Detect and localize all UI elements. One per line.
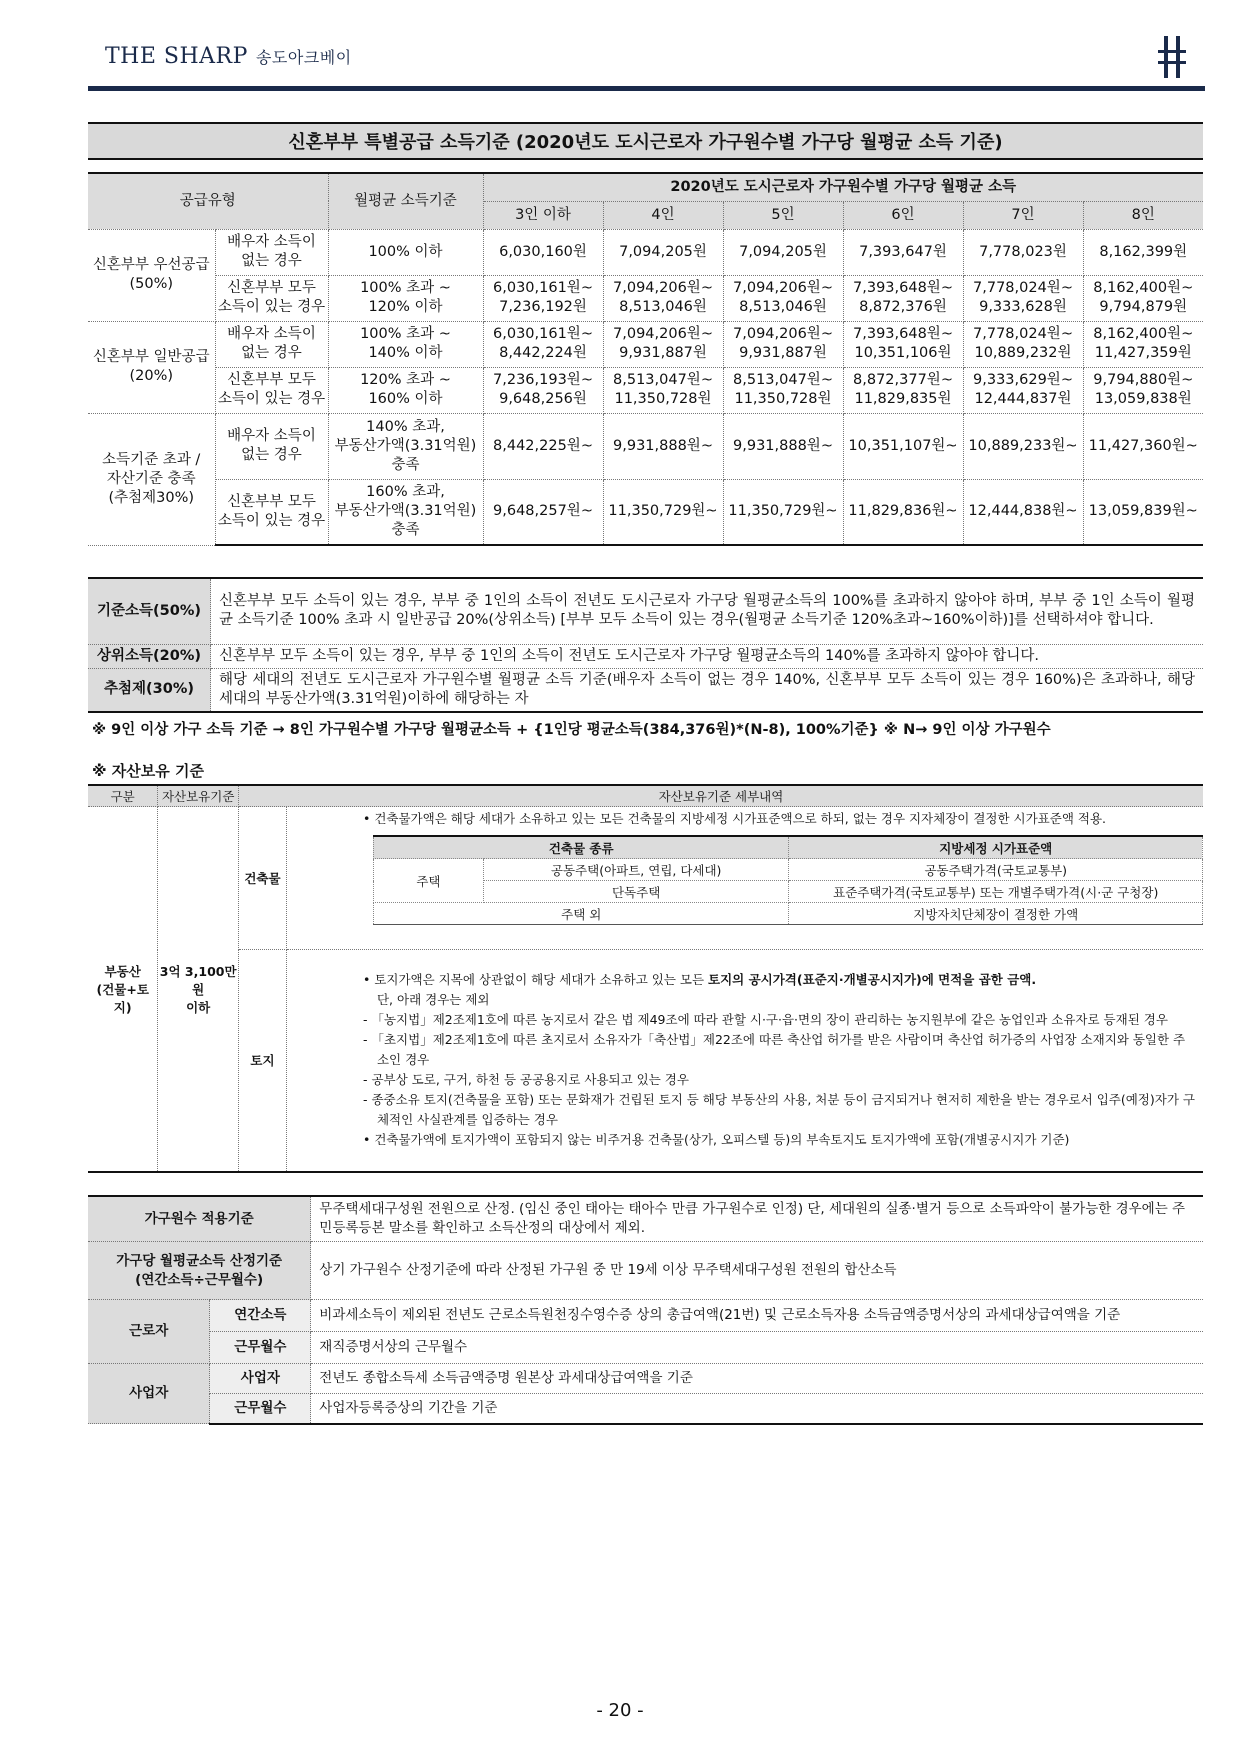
business-income-label: 사업자 [210, 1364, 311, 1394]
cell: 8,162,400원~ 11,427,359원 [1083, 321, 1203, 367]
worker-annual-label: 연간소득 [210, 1300, 311, 1332]
brand-logo [105, 44, 352, 69]
land-line [363, 970, 1197, 990]
row-sub: 배우자 소득이 없는 경우 [215, 229, 328, 275]
building-detail [286, 807, 1203, 950]
row-sub: 배우자 소득이 없는 경우 [215, 413, 328, 479]
row-criteria: 100% 이하 [328, 229, 483, 275]
header-col-7: 7인 [963, 201, 1083, 229]
detached-value: 표준주택가격(국토교통부) 또는 개별주택가격(시·군 구청장) [789, 881, 1203, 903]
cell: 7,094,206원~ 8,513,046원 [603, 275, 723, 321]
row-criteria: 120% 초과 ~ 160% 이하 [328, 367, 483, 413]
note-nine-plus: ※ 9인 이상 가구 소득 기준 → 8인 가구원수별 가구당 월평균소득 + {1인당 평균소득(384,376원)*(N-8), 100%기준} ※ N→ 9인 이상 가구원수 [92, 722, 1051, 738]
business-income-text: 전년도 종합소득세 소득금액증명 원본상 과세대상급여액을 기준 [311, 1364, 1203, 1394]
cell: 9,794,880원~ 13,059,838원 [1083, 367, 1203, 413]
cell: 8,442,225원~ [483, 413, 603, 479]
criteria-text-lottery: 해당 세대의 전년도 도시근로자 가구원수별 월평균 소득 기준(배우자 소득이 없는 경우 140%, 신혼부부 모두 소득이 있는 경우 160%)은 초과하나, 해당 세대의 부동산가액(3.31억원)이하에 해당하는 자 [211, 668, 1204, 712]
cell: 7,778,024원~ 9,333,628원 [963, 275, 1083, 321]
table-row [88, 321, 1203, 367]
land-line: - 종중소유 토지(건축물을 포함) 또는 문화재가 건립된 토지 등 해당 부동산의 사용, 처분 등이 금지되거나 현저히 제한을 받는 경우로서 입주(예정)자가 구체적인 사실관계를 입증하는 경우 [362, 1092, 1195, 1128]
criteria-table [88, 577, 1203, 713]
asset-standard: 3억 3,100만원 이하 [158, 807, 239, 1172]
header-col-4: 4인 [603, 201, 723, 229]
table-row [88, 367, 1203, 413]
cell: 7,393,648원~ 8,872,376원 [843, 275, 963, 321]
brand-mark-icon [1150, 34, 1194, 80]
land-line: 단, 아래 경우는 제외 [376, 992, 490, 1008]
non-house-value: 지방자치단체장이 결정한 가액 [789, 903, 1203, 925]
business-months-text: 사업자등록증상의 기간을 기준 [311, 1394, 1203, 1424]
header-col-8: 8인 [1083, 201, 1203, 229]
header-col-6: 6인 [843, 201, 963, 229]
criteria-text-base: 신혼부부 모두 소득이 있는 경우, 부부 중 1인의 소득이 전년도 도시근로자 가구당 월평균소득의 100%를 초과하지 않아야 하며, 부부 중 1인 소득이 월평균 소득기준 100% 초과 시 일반공급 20%(상위소득) [부부 모두 소득이 있는 경우(월평균 소득기준 120%초과~160%이하)]를 선택하셔야 합니다. [211, 578, 1204, 644]
land-line-bold: 토지의 공시가격(표준지·개별공시지가)에 면적을 곱한 금액. [708, 972, 1037, 988]
monthly-income-label: 가구당 월평균소득 산정기준 (연간소득÷근무월수) [88, 1242, 311, 1300]
header-rule [88, 86, 1205, 91]
cell: 9,333,629원~ 12,444,837원 [963, 367, 1083, 413]
cell: 11,427,360원~ [1083, 413, 1203, 479]
cell: 11,829,836원~ [843, 479, 963, 545]
land-line: - 공부상 도로, 구거, 하천 등 공공용지로 사용되고 있는 경우 [362, 1072, 689, 1088]
worker-months-text: 재직증명서상의 근무월수 [311, 1332, 1203, 1364]
house-label: 주택 [373, 859, 483, 903]
cell: 9,931,888원~ [723, 413, 843, 479]
land-line: - 「초지법」제2조제1호에 따른 초지로서 소유자가「축산법」제22조에 따른 축산업 허가를 받은 사람이며 축산업 허가증의 사업장 소재지와 동일한 주소인 경우 [362, 1032, 1186, 1068]
worker-months-label: 근무월수 [210, 1332, 311, 1364]
criteria-text-upper: 신혼부부 모두 소득이 있는 경우, 부부 중 1인의 소득이 전년도 도시근로자 가구당 월평균소득의 140%를 초과하지 않아야 합니다. [211, 644, 1204, 668]
group-lottery: 소득기준 초과 / 자산기준 충족 (추첨제30%) [88, 413, 215, 545]
header-col-3: 3인 이하 [483, 201, 603, 229]
non-house-type: 주택 외 [373, 903, 789, 925]
page-number: - 20 - [596, 1700, 644, 1721]
table-row [88, 229, 1203, 275]
cell: 7,094,206원~ 9,931,887원 [603, 321, 723, 367]
group-general: 신혼부부 일반공급 (20%) [88, 321, 215, 413]
worker-annual-text: 비과세소득이 제외된 전년도 근로소득원천징수영수증 상의 총급여액(21번) 및 근로소득자용 소득금액증명서상의 과세대상급여액을 기준 [311, 1300, 1203, 1332]
cell: 7,778,023원 [963, 229, 1083, 275]
cell: 7,778,024원~ 10,889,232원 [963, 321, 1083, 367]
cell: 7,094,206원~ 8,513,046원 [723, 275, 843, 321]
header-income-group: 2020년도 도시근로자 가구원수별 가구당 월평균 소득 [483, 173, 1203, 201]
worker-label: 근로자 [88, 1300, 210, 1364]
table-row [88, 275, 1203, 321]
cell: 10,889,233원~ [963, 413, 1083, 479]
building-type-table [373, 835, 1203, 925]
row-criteria: 100% 초과 ~ 120% 이하 [328, 275, 483, 321]
cell: 6,030,160원 [483, 229, 603, 275]
table-row [88, 479, 1203, 545]
business-months-label: 근무월수 [210, 1394, 311, 1424]
building-label: 건축물 [238, 807, 286, 950]
income-table [88, 172, 1203, 546]
inner-header-type: 건축물 종류 [373, 836, 789, 859]
row-sub: 신혼부부 모두 소득이 있는 경우 [215, 479, 328, 545]
row-criteria: 160% 초과, 부동산가액(3.31억원) 충족 [328, 479, 483, 545]
cell: 10,351,107원~ [843, 413, 963, 479]
row-sub: 배우자 소득이 없는 경우 [215, 321, 328, 367]
household-count-text: 무주택세대구성원 전원으로 산정. (임신 중인 태아는 태아수 만큼 가구원수로 인정) 단, 세대원의 실종·별거 등으로 소득파악이 불가능한 경우에는 주민등록등본 말소를 확인하고 소득산정의 대상에서 제외. [311, 1196, 1203, 1242]
business-label: 사업자 [88, 1364, 210, 1424]
row-sub: 신혼부부 모두 소득이 있는 경우 [215, 367, 328, 413]
cell: 13,059,839원~ [1083, 479, 1203, 545]
asset-header-category: 구분 [88, 785, 158, 807]
land-detail [286, 950, 1203, 1172]
cell: 8,162,400원~ 9,794,879원 [1083, 275, 1203, 321]
asset-heading: ※ 자산보유 기준 [92, 762, 204, 780]
cell: 7,094,206원~ 9,931,887원 [723, 321, 843, 367]
header-col-5: 5인 [723, 201, 843, 229]
cell: 8,872,377원~ 11,829,835원 [843, 367, 963, 413]
cell: 6,030,161원~ 8,442,224원 [483, 321, 603, 367]
section-title: 신혼부부 특별공급 소득기준 (2020년도 도시근로자 가구원수별 가구당 월평균 소득 기준) [88, 122, 1203, 160]
group-priority: 신혼부부 우선공급 (50%) [88, 229, 215, 321]
land-line: - 「농지법」제2조제1호에 따른 농지로서 같은 법 제49조에 따라 관할 시·구·읍·면의 장이 관리하는 농지원부에 같은 농업인과 소유자로 등재된 경우 [362, 1012, 1168, 1028]
cell: 11,350,729원~ [603, 479, 723, 545]
header-supply-type: 공급유형 [88, 173, 328, 229]
asset-header-standard: 자산보유기준 [158, 785, 239, 807]
apt-value: 공동주택가격(국토교통부) [789, 859, 1203, 881]
cell: 7,094,205원 [603, 229, 723, 275]
cell: 8,162,399원 [1083, 229, 1203, 275]
asset-category: 부동산 (건물+토지) [88, 807, 158, 1172]
header-income-criteria: 월평균 소득기준 [328, 173, 483, 229]
asset-table [88, 784, 1203, 1173]
criteria-label-base: 기준소득(50%) [88, 578, 211, 644]
cell: 6,030,161원~ 7,236,192원 [483, 275, 603, 321]
cell: 7,094,205원 [723, 229, 843, 275]
building-text: • 건축물가액은 해당 세대가 소유하고 있는 모든 건축물의 지방세정 시가표준액으로 하되, 없는 경우 지자체장이 결정한 시가표준액 적용. [362, 811, 1107, 826]
land-line-part: • 토지가액은 지목에 상관없이 해당 세대가 소유하고 있는 모든 [362, 972, 708, 988]
row-criteria: 100% 초과 ~ 140% 이하 [328, 321, 483, 367]
monthly-income-text: 상기 가구원수 산정기준에 따라 산정된 가구원 중 만 19세 이상 무주택세대구성원 전원의 합산소득 [311, 1242, 1203, 1300]
land-line: • 건축물가액에 토지가액이 포함되지 않는 비주거용 건축물(상가, 오피스텔 등)의 부속토지도 토지가액에 포함(개별공시지가 기준) [362, 1132, 1070, 1148]
land-label: 토지 [238, 950, 286, 1172]
household-count-label: 가구원수 적용기준 [88, 1196, 311, 1242]
asset-header-detail: 자산보유기준 세부내역 [238, 785, 1203, 807]
table-row [88, 413, 1203, 479]
criteria-label-upper: 상위소득(20%) [88, 644, 211, 668]
cell: 7,236,193원~ 9,648,256원 [483, 367, 603, 413]
cell: 7,393,648원~ 10,351,106원 [843, 321, 963, 367]
row-criteria: 140% 초과, 부동산가액(3.31억원) 충족 [328, 413, 483, 479]
cell: 9,931,888원~ [603, 413, 723, 479]
brand-name: THE SHARP [105, 44, 248, 69]
apt-type: 공동주택(아파트, 연립, 다세대) [483, 859, 789, 881]
inner-header-value: 지방세정 시가표준액 [789, 836, 1203, 859]
household-table [88, 1195, 1203, 1425]
criteria-label-lottery: 추첨제(30%) [88, 668, 211, 712]
cell: 12,444,838원~ [963, 479, 1083, 545]
row-sub: 신혼부부 모두 소득이 있는 경우 [215, 275, 328, 321]
detached-type: 단독주택 [483, 881, 789, 903]
cell: 11,350,729원~ [723, 479, 843, 545]
cell: 8,513,047원~ 11,350,728원 [723, 367, 843, 413]
cell: 9,648,257원~ [483, 479, 603, 545]
cell: 8,513,047원~ 11,350,728원 [603, 367, 723, 413]
brand-sub: 송도아크베이 [255, 48, 352, 67]
cell: 7,393,647원 [843, 229, 963, 275]
